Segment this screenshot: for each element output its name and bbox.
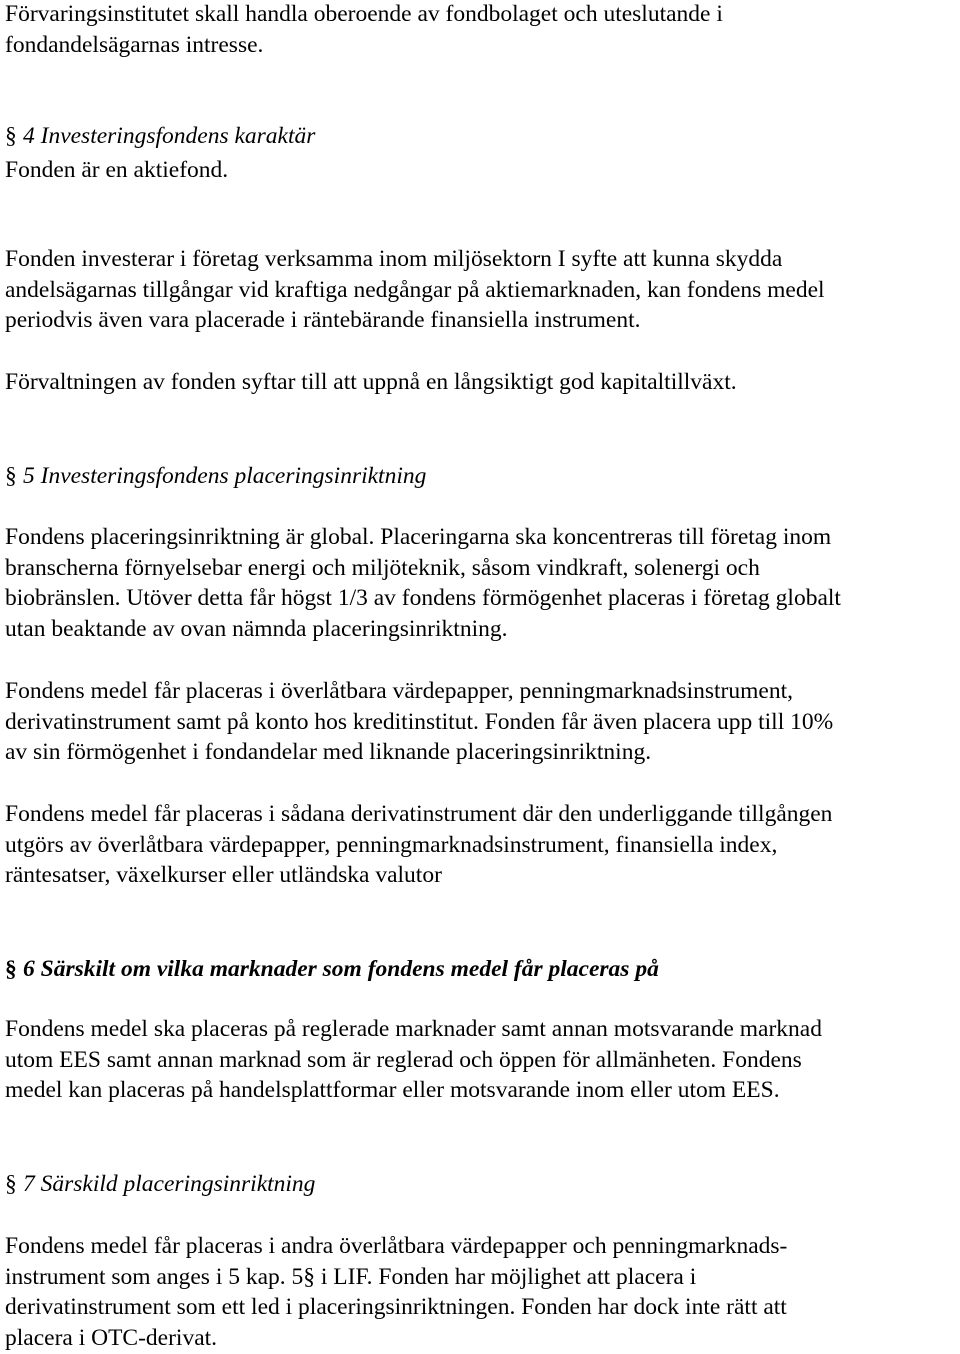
- text-line: av sin förmögenhet i fondandelar med liknande placeringsinriktning.: [5, 739, 652, 766]
- section-4-paragraph-2: [5, 367, 955, 398]
- text-line: andelsägarnas tillgångar vid kraftiga nedgångar på aktiemarknaden, kan fondens medel: [5, 276, 825, 303]
- section-symbol: §: [5, 956, 17, 982]
- text-line: utgörs av överlåtbara värdepapper, penningmarknadsinstrument, finansiella index,: [5, 831, 778, 858]
- text-line: Fondens medel får placeras i överlåtbara värdepapper, penningmarknadsinstrument,: [5, 678, 793, 704]
- text-line: Fonden är en aktiefond.: [5, 157, 229, 183]
- section-7-paragraph-1: [5, 1231, 955, 1354]
- section-6-paragraph-1: [5, 1014, 955, 1106]
- text-line: derivatinstrument som ett led i placeringsinriktningen. Fonden har dock inte rätt att: [5, 1294, 787, 1321]
- text-line: periodvis även vara placerade i räntebärande finansiella instrument.: [5, 307, 641, 334]
- text-line: Fondens medel ska placeras på reglerade marknader samt annan motsvarande marknad: [5, 1016, 822, 1042]
- text-line: Förvaltningen av fonden syftar till att uppnå en långsiktigt god kapitaltillväxt.: [5, 369, 737, 395]
- text-line: Förvaringsinstitutet skall handla oberoende av fondbolaget och uteslutande i: [5, 1, 723, 27]
- section-6-heading: [5, 954, 955, 985]
- text-line: Fonden investerar i företag verksamma inom miljösektorn I syfte att kunna skydda: [5, 246, 783, 272]
- text-line: biobränslen. Utöver detta får högst 1/3 av fondens förmögenhet placeras i företag globalt: [5, 585, 841, 612]
- text-line: Fondens placeringsinriktning är global. Placeringarna ska koncentreras till företag inom: [5, 524, 832, 550]
- section-5-heading: [5, 461, 955, 492]
- section-symbol: §: [5, 463, 17, 489]
- fund-type-paragraph: [5, 155, 955, 186]
- section-heading-text: 5 Investeringsfondens placeringsinriktning: [23, 463, 427, 489]
- text-line: fondandelsägarnas intresse.: [5, 31, 264, 58]
- text-line: Fondens medel får placeras i andra överlåtbara värdepapper och penningmarknads-: [5, 1233, 788, 1259]
- section-7-heading: [5, 1169, 955, 1200]
- text-line: Fondens medel får placeras i sådana derivatinstrument där den underliggande tillgången: [5, 801, 833, 827]
- text-line: derivatinstrument samt på konto hos kreditinstitut. Fonden får även placera upp till 10%: [5, 708, 834, 735]
- section-5-paragraph-3: [5, 799, 955, 891]
- section-heading-text: 6 Särskilt om vilka marknader som fondens medel får placeras på: [23, 956, 659, 982]
- text-line: placera i OTC-derivat.: [5, 1325, 218, 1352]
- intro-paragraph: [5, 0, 955, 60]
- text-line: räntesatser, växelkurser eller utländska valutor: [5, 862, 442, 889]
- section-5-paragraph-1: [5, 522, 955, 645]
- text-line: utom EES samt annan marknad som är reglerad och öppen för allmänheten. Fondens: [5, 1046, 802, 1073]
- section-symbol: §: [5, 123, 17, 149]
- section-heading-text: 7 Särskild placeringsinriktning: [23, 1171, 316, 1197]
- text-line: branscherna förnyelsebar energi och miljöteknik, såsom vindkraft, solenergi och: [5, 554, 760, 581]
- text-line: utan beaktande av ovan nämnda placeringsinriktning.: [5, 616, 508, 643]
- section-4-heading: [5, 121, 955, 152]
- text-line: instrument som anges i 5 kap. 5§ i LIF. Fonden har möjlighet att placera i: [5, 1263, 697, 1290]
- section-4-paragraph-1: [5, 244, 955, 336]
- text-line: medel kan placeras på handelsplattformar eller motsvarande inom eller utom EES.: [5, 1077, 780, 1104]
- section-symbol: §: [5, 1171, 17, 1197]
- section-5-paragraph-2: [5, 676, 955, 768]
- section-heading-text: 4 Investeringsfondens karaktär: [23, 123, 316, 149]
